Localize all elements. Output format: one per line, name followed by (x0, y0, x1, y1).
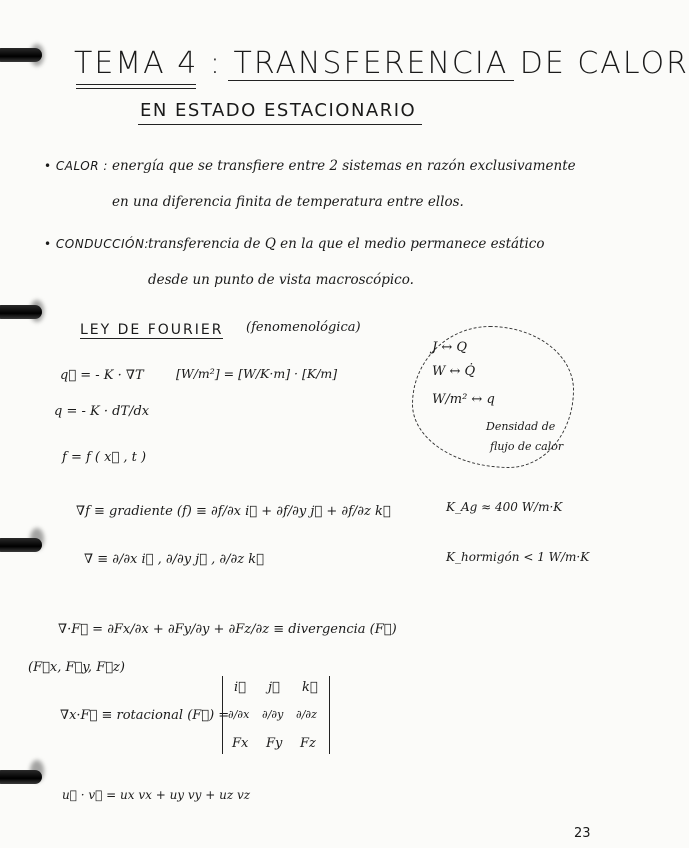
divergence-definition: ∇·F⃗ = ∂Fx/∂x + ∂Fy/∂y + ∂Fz/∂z ≡ divergencia (F⃗) (58, 622, 397, 637)
determinant-cell: j⃗ (268, 680, 280, 695)
legend-note: flujo de calor (490, 440, 564, 453)
binder-ring (0, 305, 42, 319)
binder-ring (0, 538, 42, 552)
gradient-definition: ∇f ≡ gradiente (f) ≡ ∂f/∂x i⃗ + ∂f/∂y j⃗ + ∂f/∂z k⃗ (76, 504, 391, 519)
definition-text: desde un punto de vista macroscópico. (148, 272, 414, 288)
determinant-cell: Fx (232, 736, 249, 751)
determinant-cell: k⃗ (302, 680, 318, 695)
title-underline (76, 88, 196, 89)
determinant-cell: ∂/∂y (262, 708, 284, 721)
legend-note: Densidad de (486, 420, 556, 433)
vector-components: (F⃗x, F⃗y, F⃗z) (28, 660, 125, 675)
legend-line: W/m² ↔ q (432, 392, 495, 407)
page-number: 23 (574, 826, 591, 841)
nabla-operator: ∇ ≡ ∂/∂x i⃗ , ∂/∂y j⃗ , ∂/∂z k⃗ (84, 552, 264, 567)
section-heading-note: (fenomenológica) (246, 320, 361, 335)
definition-text: en una diferencia finita de temperatura entre ellos. (112, 194, 464, 210)
legend-line: J ↔ Q (432, 340, 468, 355)
binder-ring (0, 48, 42, 62)
determinant-cell: Fy (266, 736, 283, 751)
fourier-scalar-equation: q = - K · dT/dx (54, 404, 150, 419)
definition-term: • CONDUCCIÓN: (44, 237, 149, 251)
determinant-cell: ∂/∂z (296, 708, 317, 721)
page-title: TEMA 4 : TRANSFERENCIA DE CALOR (74, 46, 689, 81)
fourier-vector-equation: q⃗ = - K · ∇T (60, 368, 144, 383)
binder-ring (0, 770, 42, 784)
rotational-label: ∇x·F⃗ ≡ rotacional (F⃗) = (60, 708, 230, 723)
conductivity-silver: K_Ag ≈ 400 W/m·K (446, 500, 563, 514)
definition-term: • CALOR : (44, 159, 108, 173)
determinant-cell: Fz (300, 736, 316, 751)
section-heading: LEY DE FOURIER (80, 322, 224, 338)
dot-product-definition: u⃗ · v⃗ = ux vx + uy vy + uz vz (62, 788, 251, 802)
subtitle-underline (138, 124, 422, 125)
page-subtitle: EN ESTADO ESTACIONARIO (140, 100, 417, 121)
title-underline (76, 84, 196, 85)
fourier-units: [W/m²] = [W/K·m] · [K/m] (176, 366, 338, 381)
definition-text: transferencia de Q en la que el medio permanece estático (148, 236, 545, 252)
legend-line: W ↔ Q̇ (432, 364, 476, 379)
conductivity-concrete: K_hormigón < 1 W/m·K (446, 550, 590, 564)
title-underline (228, 80, 514, 81)
determinant-cell: ∂/∂x (228, 708, 250, 721)
definition-text: energía que se transfiere entre 2 sistemas en razón exclusivamente (112, 158, 576, 174)
determinant-cell: i⃗ (234, 680, 246, 695)
field-function: f = f ( x⃗ , t ) (62, 450, 147, 465)
